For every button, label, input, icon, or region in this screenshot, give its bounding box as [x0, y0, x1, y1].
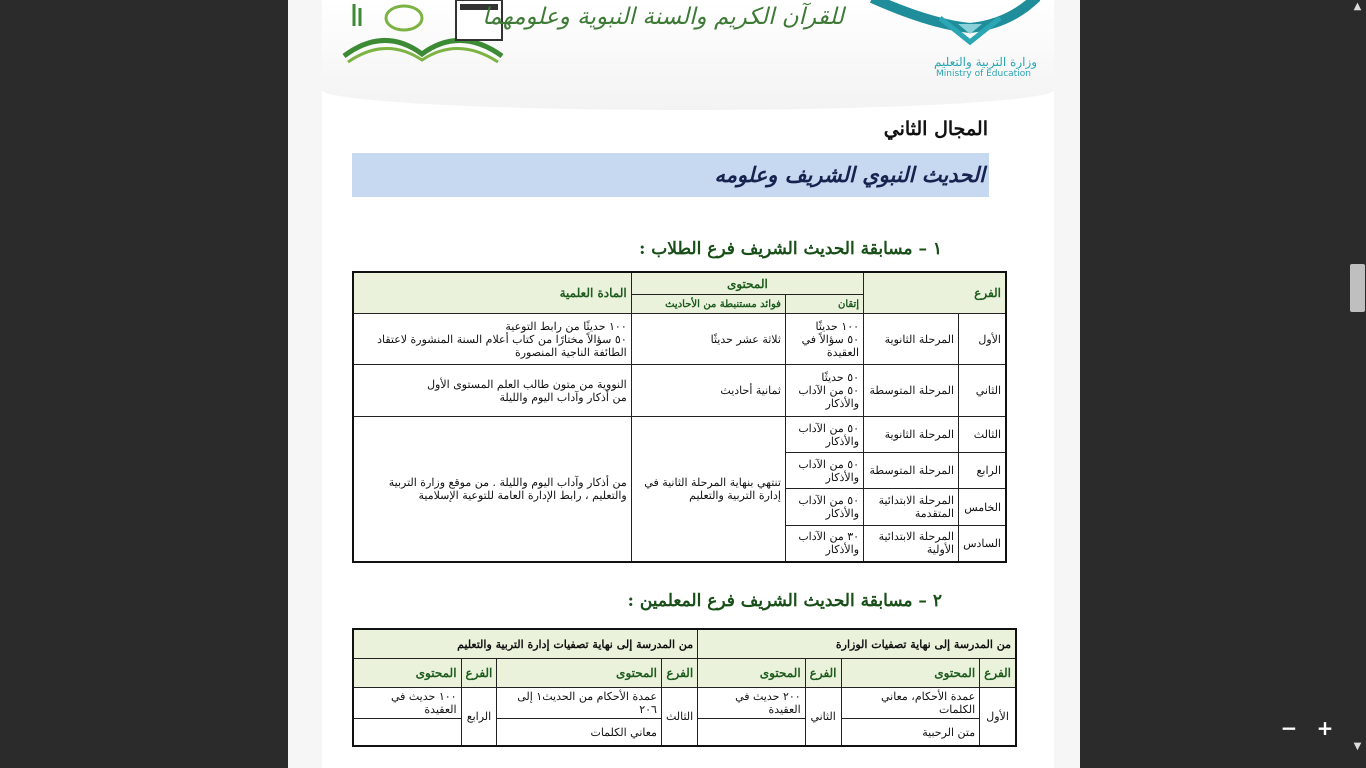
row-branch: الخامس [959, 489, 1006, 525]
row-mastery: ٥٠ من الآداب والأذكار [785, 453, 863, 489]
second-content: ٢٠٠ حديث في العقيدة [698, 688, 806, 719]
header-mastery: إتقان [785, 295, 863, 314]
row-stage: المرحلة الثانوية [864, 416, 959, 452]
ministry-name-ar: وزارة التربية والتعليم [934, 55, 1038, 69]
material-line: ١٠٠ حديثًا من رابط التوعية [505, 319, 627, 333]
col-content: المحتوى [841, 659, 980, 688]
domain-label: المجال الثاني [883, 118, 988, 140]
material-line: من أذكار وآداب اليوم والليلة [499, 390, 627, 404]
header-branch: الفرع [864, 272, 1006, 314]
row-benefits: ثمانية أحاديث [631, 365, 785, 416]
row-mastery [785, 365, 863, 416]
group-ministry: من المدرسة إلى نهاية تصفيات الوزارة [698, 629, 1016, 659]
group-material: من أذكار وآداب اليوم والليلة . من موقع وزارة التربية والتعليم ، رابط الإدارة العامة للتوعية الإسلامية [353, 416, 631, 562]
row-mastery: ٥٠ من الآداب والأذكار [785, 489, 863, 525]
ministry-name-en: Ministry of Education [936, 69, 1031, 79]
students-competition-title: ١ – مسابقة الحديث الشريف فرع الطلاب : [639, 239, 942, 259]
header-material: المادة العلمية [353, 272, 631, 314]
row-branch: الأول [959, 314, 1006, 365]
material-line: ٥٠ سؤالاً مختارًا من كتاب أعلام السنة المنشورة لاعتقاد الطائفة الناجية المنصورة [377, 332, 627, 359]
table-row [353, 416, 1006, 452]
row-stage: المرحلة الثانوية [864, 314, 959, 365]
col-content: المحتوى [353, 659, 461, 688]
banner-title: الحديث النبوي الشريف وعلومه [714, 162, 985, 187]
scrollbar-thumb[interactable] [1350, 264, 1365, 312]
vertical-scrollbar[interactable] [1349, 0, 1366, 768]
third-content: معاني الكلمات [497, 719, 662, 747]
mastery-line: ٥٠ من الآداب والأذكار [798, 384, 860, 411]
table-row [353, 314, 1006, 365]
branch-second: الثاني [805, 688, 841, 747]
row-stage: المرحلة الابتدائية الأولية [864, 525, 959, 562]
scroll-down-arrow-icon[interactable]: ▼ [1353, 741, 1362, 752]
document-page [288, 0, 1080, 768]
zoom-in-button[interactable]: + [1316, 716, 1334, 740]
col-branch: الفرع [805, 659, 841, 688]
row-branch: الثاني [959, 365, 1006, 416]
group-benefits: تنتهي بنهاية المرحلة الثانية في إدارة التربية والتعليم [631, 416, 785, 562]
page-content [322, 0, 1054, 768]
empty-cell [353, 719, 461, 747]
third-content: عمدة الأحكام من الحديث١ إلى ٢٠٦ [497, 688, 662, 719]
branch-fourth: الرابع [461, 688, 497, 747]
empty-cell [698, 719, 806, 747]
mastery-line: ٥٠ سؤالاً في العقيدة [801, 332, 860, 359]
mastery-line: ٥٠ حديثًا [821, 371, 860, 385]
row-branch: الثالث [959, 416, 1006, 452]
teachers-competition-title: ٢ – مسابقة الحديث الشريف فرع المعلمين : [627, 591, 942, 611]
table-row [353, 365, 1006, 416]
header-slogan: للقرآن الكريم والسنة النبوية وعلومهما [482, 4, 844, 30]
row-stage: المرحلة المتوسطة [864, 453, 959, 489]
col-content: المحتوى [698, 659, 806, 688]
row-mastery: ٣٠ من الآداب والأذكار [785, 525, 863, 562]
zoom-out-button[interactable]: − [1280, 716, 1298, 740]
first-content: عمدة الأحكام، معاني الكلمات [841, 688, 980, 719]
row-material [353, 365, 631, 416]
branch-third: الثالث [661, 688, 697, 747]
students-table [352, 271, 1007, 563]
col-content: المحتوى [497, 659, 662, 688]
row-stage: المرحلة الابتدائية المتقدمة [864, 489, 959, 525]
header-content: المحتوى [631, 272, 863, 295]
table-row [353, 688, 1016, 719]
header-benefits: فوائد مستنبطة من الأحاديث [631, 295, 785, 314]
branch-first: الأول [980, 688, 1016, 747]
row-mastery: ٥٠ من الآداب والأذكار [785, 416, 863, 452]
fourth-content: ١٠٠ حديث في العقيدة [353, 688, 461, 719]
group-admin: من المدرسة إلى نهاية تصفيات إدارة التربية والتعليم [353, 629, 698, 659]
scroll-up-arrow-icon[interactable]: ▲ [1353, 1, 1362, 12]
material-line: النووية من متون طالب العلم المستوى الأول [427, 377, 627, 391]
col-branch: الفرع [980, 659, 1016, 688]
row-branch: السادس [959, 525, 1006, 562]
section-banner [352, 153, 989, 197]
col-branch: الفرع [661, 659, 697, 688]
row-benefits: ثلاثة عشر حديثًا [631, 314, 785, 365]
mastery-line: ١٠٠ حديثًا [815, 319, 860, 333]
col-branch: الفرع [461, 659, 497, 688]
row-mastery [785, 314, 863, 365]
teachers-table [352, 628, 1017, 747]
row-branch: الرابع [959, 453, 1006, 489]
row-material [353, 314, 631, 365]
row-stage: المرحلة المتوسطة [864, 365, 959, 416]
page-header [322, 0, 1054, 110]
first-content: متن الرحبية [841, 719, 980, 747]
